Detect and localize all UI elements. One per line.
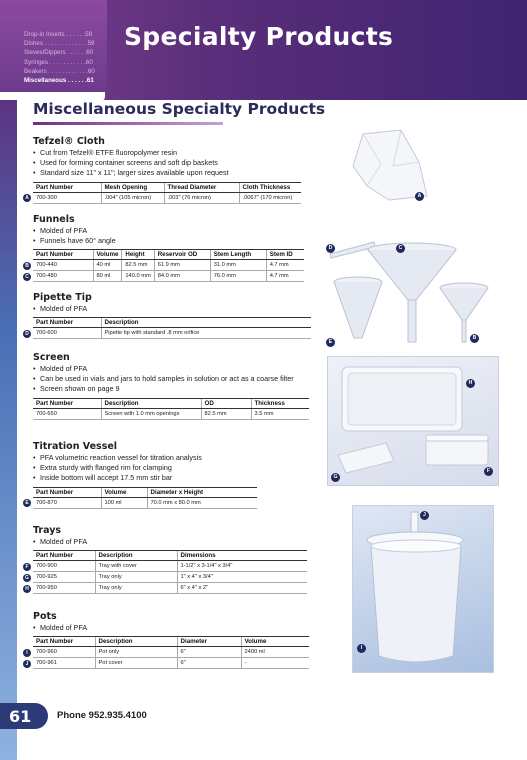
cell-text: 70.0 mm x 80.0 mm xyxy=(150,499,201,506)
table-cell xyxy=(251,408,309,419)
pipette-features xyxy=(33,304,311,314)
column-header: Mesh Opening xyxy=(101,182,164,192)
nav-item-0[interactable]: Drop-in Inserts . . . . . .59 xyxy=(24,31,93,38)
table-cell xyxy=(154,260,210,271)
product-marker: D xyxy=(23,330,31,338)
column-header: Description xyxy=(101,318,311,328)
table-cell xyxy=(147,497,257,508)
cell-text: 80 ml xyxy=(96,273,111,280)
pipette-spec-table xyxy=(25,317,311,339)
pots-photo xyxy=(352,505,494,673)
titration-title: Titration Vessel xyxy=(33,441,118,452)
cell-text: 700-925 xyxy=(36,574,57,581)
feature-item: • Can be used in vials and jars to hold samples in solution or act as a coarse filter xyxy=(33,374,309,384)
funnels-photo xyxy=(322,238,492,350)
cell-text: 700-961 xyxy=(36,660,57,667)
table-row xyxy=(33,497,257,508)
cell-text: 1-1/2" x 3-1/4" x 3/4" xyxy=(180,563,233,570)
feature-item: • Molded of PFA xyxy=(33,304,311,314)
photo-marker-i: I xyxy=(357,644,366,653)
table-cell xyxy=(177,583,307,594)
trays-features xyxy=(33,537,307,547)
table-cell xyxy=(177,647,241,658)
cell-text: 61.9 mm xyxy=(157,262,180,269)
section-nav-list xyxy=(0,0,107,92)
cell-text: 700-960 xyxy=(36,649,57,656)
table-row xyxy=(33,271,304,282)
screen-title: Screen xyxy=(33,352,70,363)
titration-features xyxy=(33,453,257,484)
feature-item: • Funnels have 60° angle xyxy=(33,236,304,246)
cell-text: 700-870 xyxy=(36,499,57,506)
table-row xyxy=(33,328,311,339)
product-marker: H xyxy=(23,585,31,593)
column-header: Part Number xyxy=(33,318,101,328)
product-marker: B xyxy=(23,262,31,270)
photo-marker-j: J xyxy=(420,511,429,520)
product-marker: G xyxy=(23,574,31,582)
table-cell xyxy=(101,408,201,419)
trays-spec-table xyxy=(25,550,307,594)
column-header: Description xyxy=(95,551,177,561)
table-cell xyxy=(25,271,93,282)
table-row xyxy=(33,647,309,658)
cell-text: Pot cover xyxy=(98,660,123,667)
photo-marker-h: H xyxy=(466,379,475,388)
cell-text: 700-480 xyxy=(36,273,57,280)
trays-photo xyxy=(327,356,499,486)
cell-text: .003" (76 micron) xyxy=(167,194,211,201)
product-screen xyxy=(33,352,309,420)
tefzel-features xyxy=(33,148,301,179)
trays-title: Trays xyxy=(33,525,62,536)
cell-text: 31.0 mm xyxy=(213,262,236,269)
table-cell xyxy=(201,408,251,419)
table-cell xyxy=(93,271,122,282)
table-cell xyxy=(33,408,101,419)
cell-text: 2400 ml xyxy=(244,649,265,656)
table-cell xyxy=(266,260,304,271)
feature-item: • Screen shown on page 9 xyxy=(33,384,309,394)
titration-spec-table xyxy=(25,487,257,509)
column-header: Part Number xyxy=(33,250,93,260)
nav-item-2[interactable]: Sieves/Dippers . . . . . .60 xyxy=(24,49,94,57)
feature-item: • Extra sturdy with flanged rim for clamping xyxy=(33,463,257,473)
table-cell xyxy=(241,647,309,658)
cell-text: 4.7 mm xyxy=(269,262,289,269)
cell-text: Screen with 1.0 mm openings xyxy=(104,410,180,417)
feature-item: • Molded of PFA xyxy=(33,364,309,374)
table-cell xyxy=(25,658,95,669)
table-cell xyxy=(25,497,101,508)
column-header: Diameter x Height xyxy=(147,487,257,497)
product-marker: J xyxy=(23,660,31,668)
column-header: Description xyxy=(101,398,201,408)
cell-text: 76.0 mm xyxy=(213,273,236,280)
feature-item: • Cut from Tefzel® ETFE fluoropolymer resin xyxy=(33,148,301,158)
table-cell xyxy=(239,192,301,203)
cell-text: 40 ml xyxy=(96,262,111,269)
trays-illustration xyxy=(328,357,499,486)
pipette-title: Pipette Tip xyxy=(33,292,92,303)
column-header: Description xyxy=(95,637,177,647)
feature-item: • Used for forming container screens and soft dip baskets xyxy=(33,158,301,168)
cell-text: 1" x 4" x 3/4" xyxy=(180,574,213,581)
cell-text: 3.5 mm xyxy=(254,410,274,417)
column-header: Reservoir OD xyxy=(154,250,210,260)
column-header: Volume xyxy=(241,637,309,647)
product-pots xyxy=(25,611,309,669)
funnels-title: Funnels xyxy=(33,214,75,225)
cell-text: 700-650 xyxy=(36,410,57,417)
table-cell xyxy=(101,328,311,339)
column-header: Height xyxy=(122,250,154,260)
column-header: Stem ID xyxy=(266,250,304,260)
column-header: Part Number xyxy=(33,398,101,408)
cell-text: 6" x 4" x 2" xyxy=(180,585,209,592)
table-row xyxy=(33,192,301,203)
cell-text: 700-600 xyxy=(36,330,57,337)
table-cell xyxy=(95,658,177,669)
page-title: Specialty Products xyxy=(124,22,394,51)
cell-text: 84.0 mm xyxy=(157,273,180,280)
product-marker: A xyxy=(23,194,31,202)
table-row xyxy=(33,408,309,419)
table-cell xyxy=(95,561,177,572)
cell-text: Tray only xyxy=(98,585,122,592)
cell-text: 82.5 mm xyxy=(125,262,148,269)
cell-text: 6" xyxy=(180,649,186,656)
table-cell xyxy=(26,647,95,658)
photo-marker-b: B xyxy=(470,334,479,343)
screen-spec-table xyxy=(33,398,309,420)
table-cell xyxy=(25,583,95,594)
photo-marker-d: D xyxy=(326,244,335,253)
table-row xyxy=(33,561,307,572)
table-row xyxy=(33,583,307,594)
side-stripe xyxy=(0,100,17,760)
pots-title: Pots xyxy=(33,611,57,622)
feature-item: • Inside bottom will accept 17.5 mm stir bar xyxy=(33,473,257,483)
cell-text: 700-950 xyxy=(36,585,57,592)
cell-text: Pot only xyxy=(98,649,120,656)
table-cell xyxy=(101,497,147,508)
cell-text: - xyxy=(244,660,247,667)
feature-item: • Molded of PFA xyxy=(33,537,307,547)
cell-text: Tray with cover xyxy=(98,563,137,570)
tefzel-spec-table xyxy=(25,182,301,204)
cell-text: Pipette tip with standard .8 mm orifice xyxy=(104,330,200,337)
funnels-features xyxy=(33,226,304,246)
column-header: Stem Length xyxy=(210,250,266,260)
phone-number: Phone 952.935.4100 xyxy=(57,710,147,721)
table-row xyxy=(33,260,304,271)
table-cell xyxy=(164,192,239,203)
column-header: Volume xyxy=(93,250,122,260)
section-nav xyxy=(0,0,107,100)
product-funnels xyxy=(25,214,304,282)
cell-text: Tray only xyxy=(98,574,122,581)
feature-item: • PFA volumetric reaction vessel for titration analysis xyxy=(33,453,257,463)
product-pipette-tip xyxy=(25,292,311,339)
column-header: Diameter xyxy=(177,637,241,647)
table-cell xyxy=(266,271,304,282)
table-row xyxy=(33,658,309,669)
table-cell xyxy=(25,572,95,583)
table-cell xyxy=(95,583,177,594)
photo-marker-g: G xyxy=(331,473,340,482)
product-marker: F xyxy=(23,563,31,571)
table-cell xyxy=(101,192,164,203)
nav-item-1[interactable]: Dishes . . . . . . . . . . . . .59 xyxy=(24,40,95,48)
cell-text: .0067" (170 micron) xyxy=(242,194,293,201)
product-titration-vessel xyxy=(25,441,257,509)
table-cell xyxy=(122,271,154,282)
product-trays xyxy=(25,525,307,594)
cell-text: 700-900 xyxy=(36,563,57,570)
pots-features xyxy=(33,623,309,633)
feature-item: • Molded of PFA xyxy=(33,623,309,633)
cell-text: 100 ml xyxy=(104,499,122,506)
cell-text: .004" (105 micron) xyxy=(104,194,152,201)
column-header: Part Number xyxy=(33,182,101,192)
product-tefzel-cloth xyxy=(25,136,301,204)
tefzel-cloth-photo xyxy=(343,126,433,206)
column-header: Part Number xyxy=(33,487,101,497)
nav-item-5[interactable]: Miscellaneous . . . . . .61 xyxy=(24,77,94,85)
cell-text: 4.7 mm xyxy=(269,273,289,280)
screen-features xyxy=(33,364,309,395)
table-cell xyxy=(25,328,101,339)
section-underline xyxy=(33,122,223,125)
table-cell xyxy=(25,192,101,203)
pot-illustration xyxy=(353,506,494,673)
nav-item-3[interactable]: Syringes . . . . . . . . . . .60 xyxy=(24,58,93,66)
cell-text: 82.5 mm xyxy=(204,410,227,417)
column-header: Dimensions xyxy=(177,551,307,561)
column-header: Cloth Thickness xyxy=(239,182,301,192)
funnels-spec-table xyxy=(25,249,304,282)
cell-text: 140.0 mm xyxy=(125,273,151,280)
column-header: Part Number xyxy=(33,551,95,561)
table-cell xyxy=(177,561,307,572)
funnels-illustration xyxy=(322,238,492,350)
table-cell xyxy=(241,658,309,669)
table-cell xyxy=(95,647,177,658)
page-number: 61 xyxy=(9,707,32,726)
column-header: Thread Diameter xyxy=(164,182,239,192)
product-marker: I xyxy=(23,649,31,657)
table-cell xyxy=(122,260,154,271)
photo-marker-e: E xyxy=(326,338,335,347)
table-cell xyxy=(210,260,266,271)
section-title: Miscellaneous Specialty Products xyxy=(33,100,326,118)
column-header: OD xyxy=(201,398,251,408)
cell-text: 700-440 xyxy=(36,262,57,269)
column-header: Part Number xyxy=(33,637,95,647)
cell-text: 700-300 xyxy=(36,194,57,201)
table-cell xyxy=(25,260,93,271)
tefzel-title: Tefzel® Cloth xyxy=(33,136,105,147)
table-cell xyxy=(177,572,307,583)
pots-spec-table xyxy=(25,636,309,669)
table-cell xyxy=(93,260,122,271)
product-marker: E xyxy=(23,499,31,507)
photo-marker-a: A xyxy=(415,192,424,201)
table-row xyxy=(33,572,307,583)
feature-item: • Standard size 11" x 11"; larger sizes available upon request xyxy=(33,168,301,178)
table-cell xyxy=(95,572,177,583)
table-cell xyxy=(25,561,95,572)
table-cell xyxy=(210,271,266,282)
column-header: Volume xyxy=(101,487,147,497)
column-header: Thickness xyxy=(251,398,309,408)
photo-marker-c: C xyxy=(396,244,405,253)
product-marker: C xyxy=(23,273,31,281)
table-cell xyxy=(154,271,210,282)
photo-marker-f: F xyxy=(484,467,493,476)
feature-item: • Molded of PFA xyxy=(33,226,304,236)
cell-text: 6" xyxy=(180,660,186,667)
table-cell xyxy=(177,658,241,669)
nav-item-4[interactable]: Beakers . . . . . . . . . . . .60 xyxy=(24,67,95,75)
